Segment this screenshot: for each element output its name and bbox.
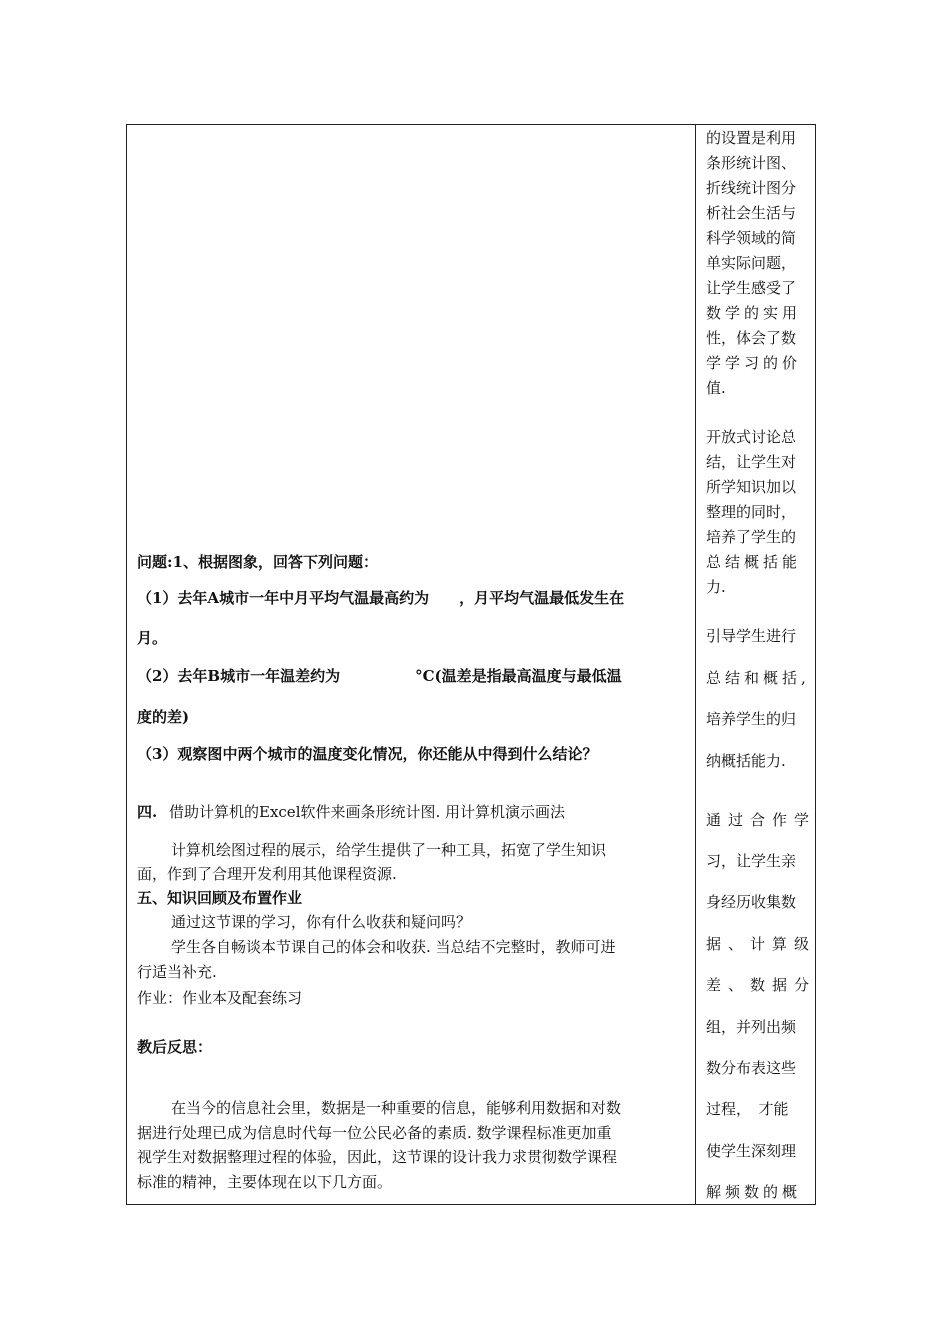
note-line: 引导学生进行 bbox=[706, 627, 797, 645]
note-line: 的设置是利用 bbox=[706, 129, 797, 147]
section-4-heading: 四. bbox=[137, 803, 158, 821]
lesson-table bbox=[126, 124, 816, 1205]
section-5-line-3: 行适当补充. bbox=[137, 963, 217, 981]
note-line: 所学知识加以 bbox=[706, 478, 797, 496]
reflection-line-1: 在当今的信息社会里，数据是一种重要的信息，能够利用数据和对数 bbox=[171, 1099, 622, 1117]
note-line: 整理的同时， bbox=[706, 503, 797, 521]
note-line: 培养学生的归 bbox=[706, 710, 797, 728]
question-2-line-1: （2）去年B城市一年温差约为 °C(温差是指最高温度与最低温 bbox=[137, 667, 622, 685]
question-intro: 问题:1、根据图象，回答下列问题： bbox=[137, 553, 378, 571]
note-line: 值. bbox=[706, 379, 726, 397]
note-line: 使学生深刻理 bbox=[706, 1142, 797, 1160]
note-line: 析社会生活与 bbox=[706, 204, 797, 222]
section-4-paragraph-line-1: 计算机绘图过程的展示，给学生提供了一种工具，拓宽了学生知识 bbox=[171, 841, 607, 859]
reflection-line-3: 视学生对数据整理过程的体验，因此，这节课的设计我力求贯彻数学课程 bbox=[137, 1148, 618, 1166]
note-line: 性，体会了数 bbox=[706, 329, 797, 347]
question-1-line-1: （1）去年A城市一年中月平均气温最高约为 ，月平均气温最低发生在 bbox=[137, 589, 625, 607]
question-2-line-2: 度的差) bbox=[137, 708, 190, 726]
note-line: 总结和概括, bbox=[706, 669, 810, 687]
section-5-line-1: 通过这节课的学习，你有什么收获和疑问吗？ bbox=[171, 913, 472, 931]
section-4-paragraph-line-2: 面，作到了合理开发利用其他课程资源. bbox=[137, 865, 397, 883]
note-line: 让学生感受了 bbox=[706, 279, 797, 297]
note-line: 过程， 才能 bbox=[706, 1100, 789, 1118]
note-line: 学学习的价 bbox=[706, 354, 802, 372]
note-line: 组，并列出频 bbox=[706, 1018, 797, 1036]
note-line: 培养了学生的 bbox=[706, 528, 797, 546]
section-4-text: 借助计算机的Excel软件来画条形统计图. 用计算机演示画法 bbox=[169, 803, 566, 821]
question-3: （3）观察图中两个城市的温度变化情况，你还能从中得到什么结论？ bbox=[137, 745, 598, 763]
note-line: 科学领域的简 bbox=[706, 229, 797, 247]
note-line: 条形统计图、 bbox=[706, 154, 797, 172]
note-line: 身经历收集数 bbox=[706, 893, 797, 911]
note-line: 习，让学生亲 bbox=[706, 852, 797, 870]
section-5-line-2: 学生各自畅谈本节课自己的体会和收获. 当总结不完整时，教师可进 bbox=[171, 938, 616, 956]
note-line: 通过合作学 bbox=[706, 811, 817, 829]
homework-line: 作业：作业本及配套练习 bbox=[137, 989, 303, 1007]
reflection-heading: 教后反思： bbox=[137, 1038, 213, 1056]
note-line: 单实际问题， bbox=[706, 254, 797, 272]
note-line: 差、数据分 bbox=[706, 976, 817, 994]
note-line: 据、计算级 bbox=[706, 935, 817, 953]
note-line: 纳概括能力. bbox=[706, 752, 786, 770]
note-line: 总结概括能 bbox=[706, 553, 802, 571]
section-5-heading: 五、知识回顾及布置作业 bbox=[137, 889, 303, 907]
note-line: 解频数的概 bbox=[706, 1183, 802, 1201]
note-line: 开放式讨论总 bbox=[706, 428, 797, 446]
note-line: 折线统计图分 bbox=[706, 179, 797, 197]
note-line: 数学的实用 bbox=[706, 304, 802, 322]
note-line: 数分布表这些 bbox=[706, 1059, 797, 1077]
main-content-cell bbox=[127, 125, 695, 1204]
note-line: 力. bbox=[706, 578, 726, 596]
question-1-line-2: 月。 bbox=[137, 629, 168, 647]
design-notes-cell bbox=[696, 125, 815, 1204]
note-line: 结，让学生对 bbox=[706, 453, 797, 471]
reflection-line-2: 据进行处理已成为信息时代每一位公民必备的素质. 数学课程标准更加重 bbox=[137, 1124, 612, 1142]
reflection-line-4: 标准的精神，主要体现在以下几方面。 bbox=[137, 1173, 393, 1191]
